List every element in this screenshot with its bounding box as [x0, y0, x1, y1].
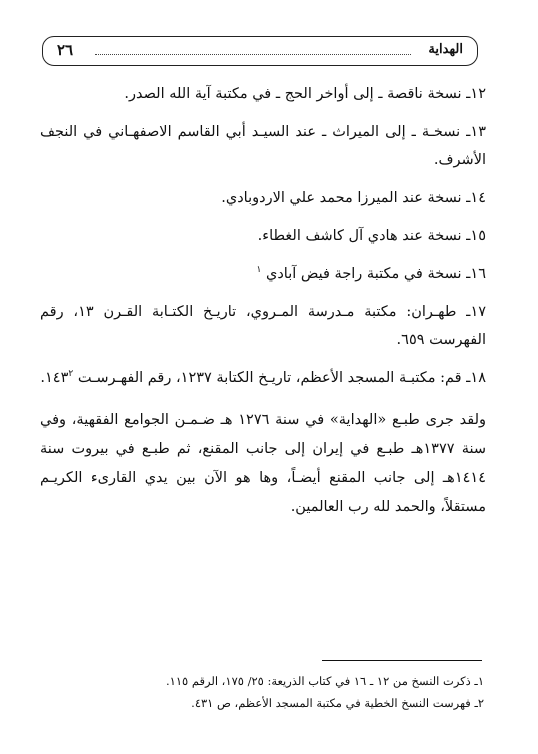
list-item: ١٣ـ نسخـة ـ إلى الميراث ـ عند السيـد أبي القاسم الاصفهـاني في النجف الأشرف. [40, 124, 486, 168]
closing-paragraph: ولقد جرى طبـع «الهداية» في سنة ١٢٧٦ هـ ضـمـن الجوامع الفقهية، وفي سنة ١٣٧٧هـ طبـع في إيران إلى جانب المقنع، ثم طبـع في بيروت سنة ١٤١٤هـ إلى جانب المقنع أيضـاً، وها هو الآن بين يدي القارىء الكريـم مستقلاً، والحمد لله رب العالمين. [40, 412, 486, 515]
footnote: ١ـ ذكرت النسخ من ١٢ ـ ١٦ في كتاب الذريعة: ٢٥/ ١٧٥، الرقم ١١٥. [165, 674, 484, 688]
list-item-text: ١٨ـ قم: مكتبـة المسجد الأعظم، تاريـخ الكتابة ١٢٣٧، رقم الفهـرسـت ١٤٣ [45, 370, 486, 386]
list-item: ١٧ـ طهـران: مكتبة مـدرسة المـروي، تاريـخ الكتـابة القـرن ١٣، رقم الفهرست ٦٥٩. [40, 304, 487, 348]
footnote-separator [322, 660, 482, 661]
list-item: ١٥ـ نسخة عند هادي آل كاشف الغطاء. [257, 228, 486, 244]
running-header [42, 36, 478, 66]
main-text [40, 80, 486, 532]
footnote-ref: ٢ [68, 369, 74, 380]
page-number: ٢٦ [57, 41, 74, 59]
header-dotted-leader [95, 54, 411, 55]
footnote-ref: ١ [256, 265, 262, 276]
list-item-text: ١٦ـ نسخة في مكتبة راجة فيض آبادي [265, 266, 486, 282]
footnote: ٢ـ فهرست النسخ الخطية في مكتبة المسجد الأعظم، ص ٤٣١. [191, 696, 484, 710]
header-title: الهداية [428, 42, 463, 57]
list-item: ١٢ـ نسخة ناقصة ـ إلى أواخر الحج ـ في مكتبة آية الله الصدر. [124, 86, 486, 102]
list-item: ١٤ـ نسخة عند الميرزا محمد علي الاردوبادي. [221, 190, 486, 206]
list-item-with-footnote: ١٨ـ قم: مكتبـة المسجد الأعظم، تاريـخ الكتابة ١٢٣٧، رقم الفهـرسـت $١٤٣^٢$. [40, 369, 486, 386]
list-item-with-footnote [40, 260, 486, 288]
footnotes [40, 670, 484, 714]
